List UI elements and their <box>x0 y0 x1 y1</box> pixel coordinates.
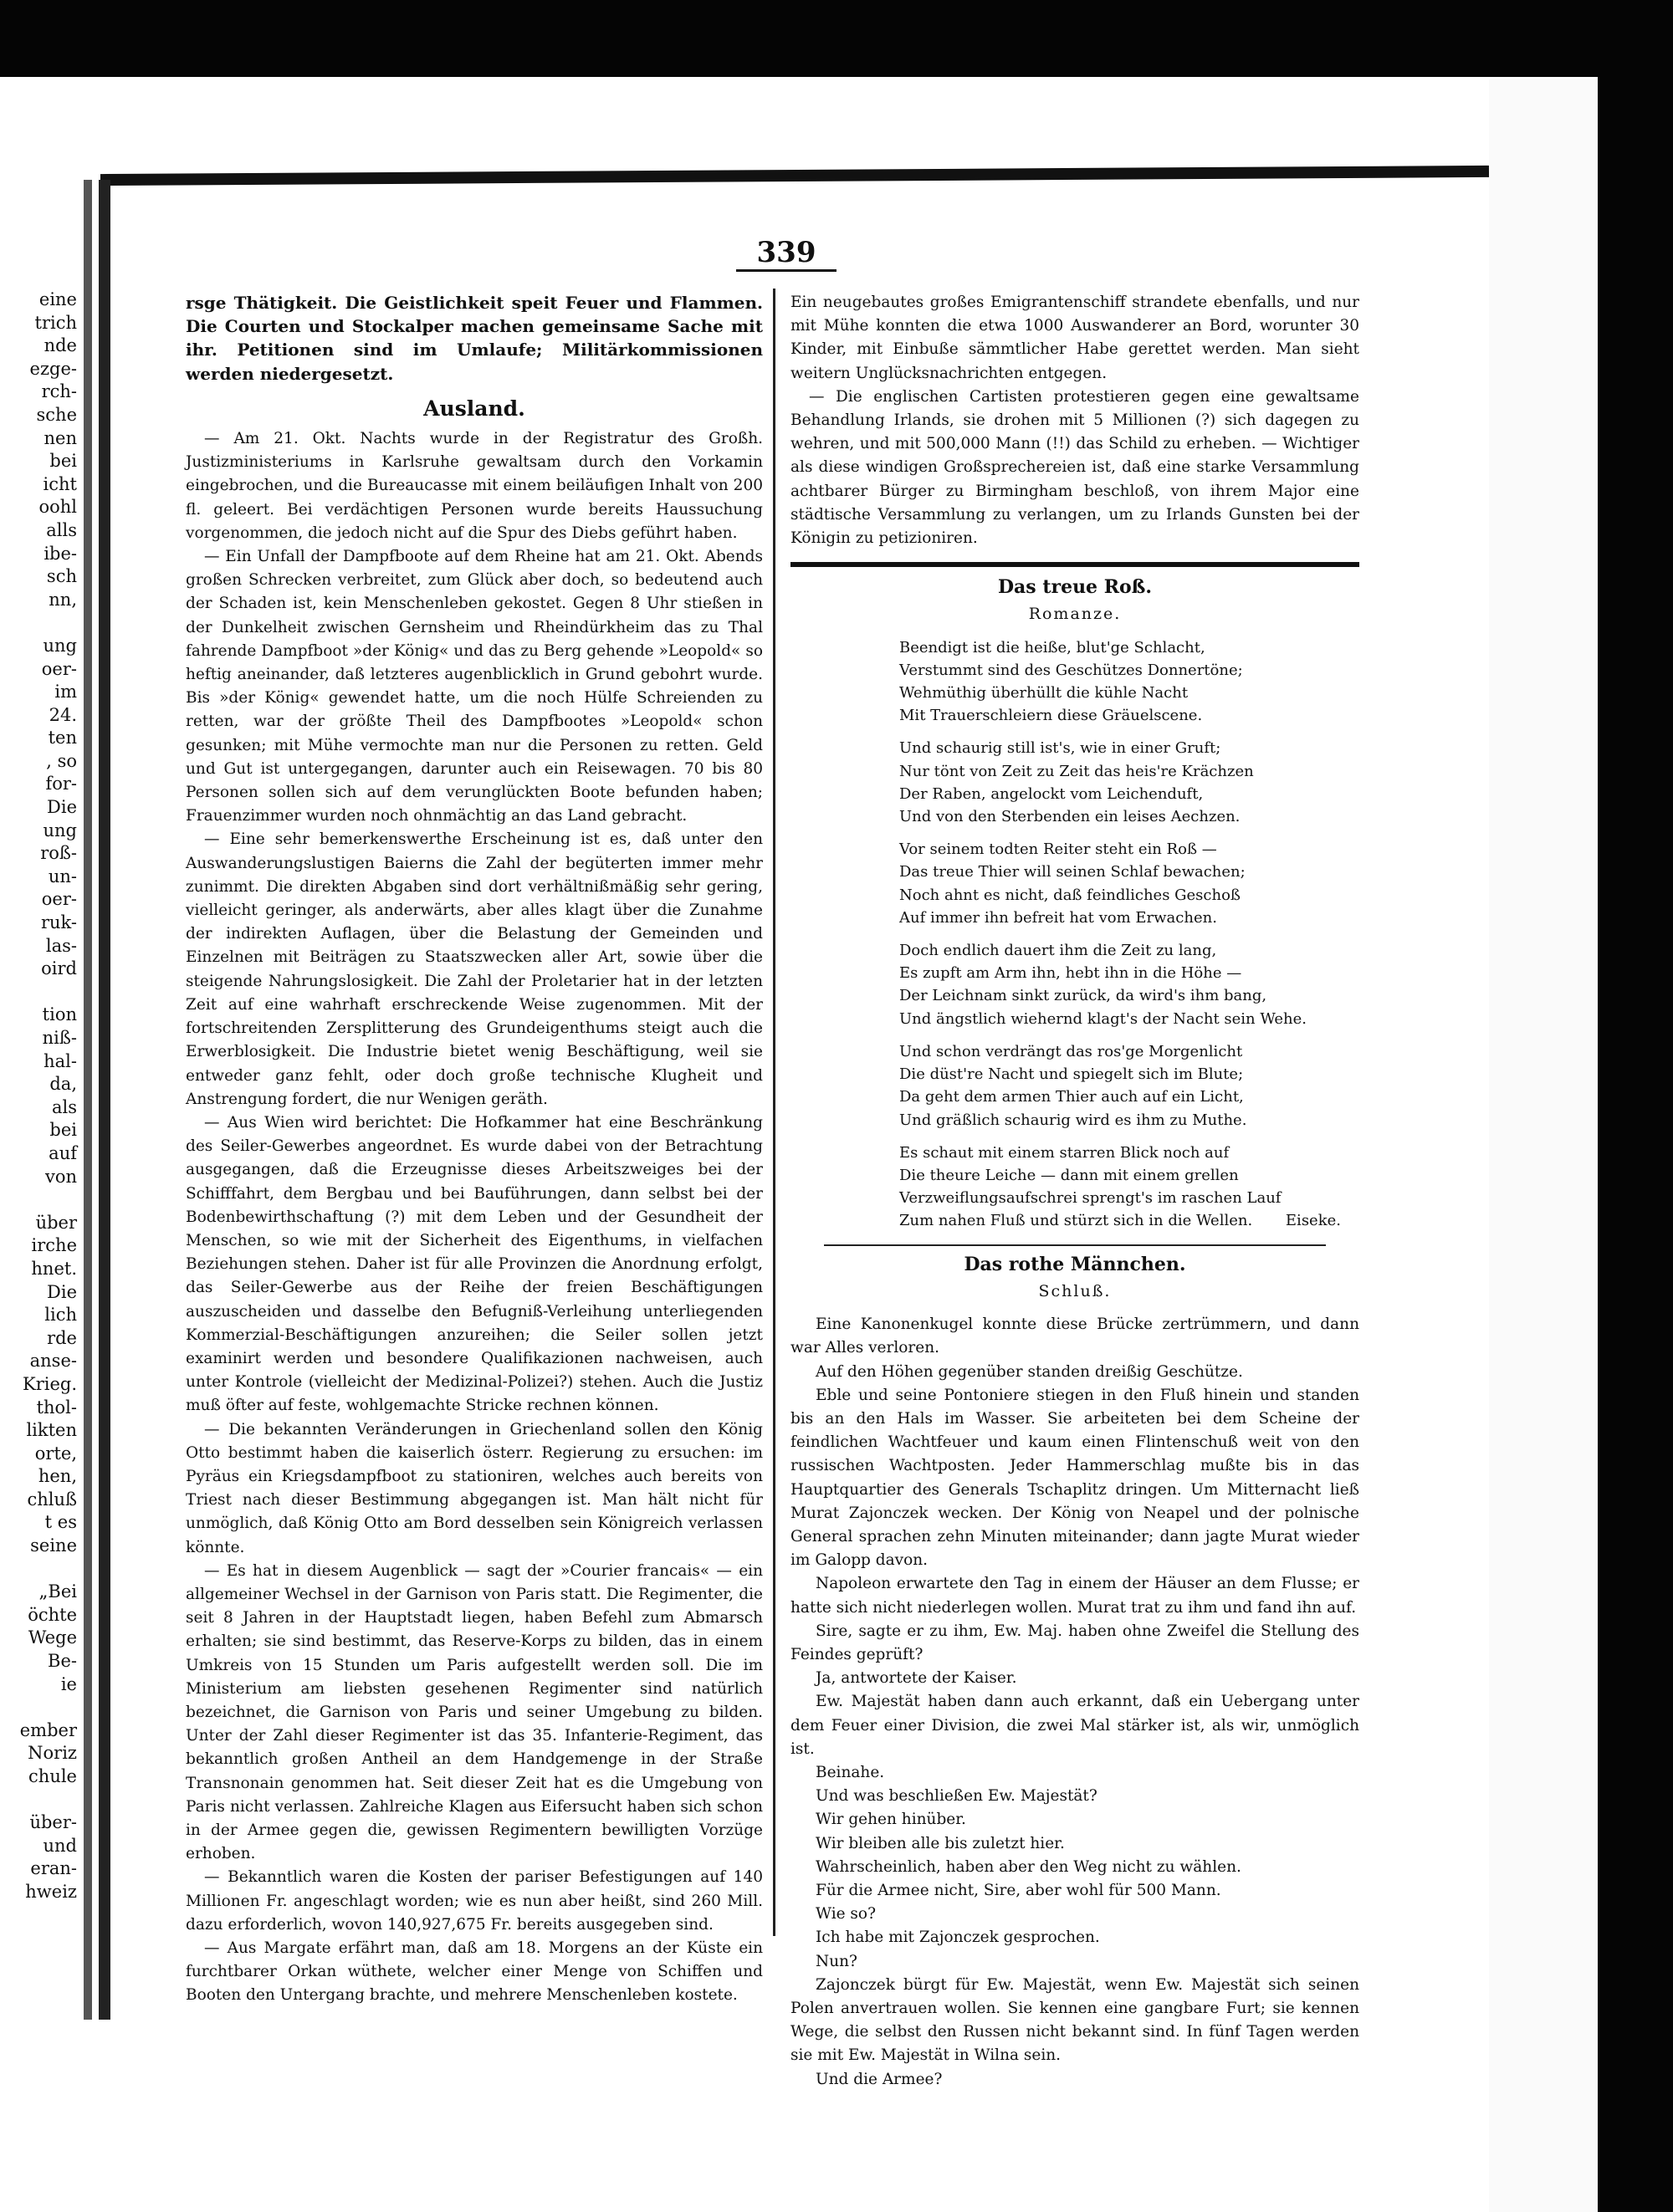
fragment-line: orte, <box>34 1443 77 1464</box>
fragment-line: hen, <box>38 1466 77 1487</box>
fragment-line: und <box>43 1835 77 1856</box>
story-paragraph: Sire, sagte er zu ihm, Ew. Maj. haben ohne Zweifel die Stellung des Feindes geprüft? <box>790 1622 1359 1663</box>
story-paragraph: Eble und seine Pontoniere stiegen in den Fluß hinein und standen bis an den Hals im Wasser. Sie arbeiteten bei dem Scheine der feindlichen Wachtfeuer und kaum einen Flintenschuß weit von den russischen Wachtposten. Jeder Hammerschlag mußte bis in das Hauptquartier des Generals Tschaplitz dringen. Um Mitternacht ließ Murat Zajonczek wecken. Der König von Neapel und der polnische General sprachen zehn Minuten miteinander; dann jagte Murat wieder im Galopp davon. <box>790 1386 1359 1570</box>
section-rule <box>824 1244 1326 1246</box>
poem-line: Doch endlich dauert ihm die Zeit zu lang, <box>899 942 1217 960</box>
fragment-line: oer- <box>41 658 77 679</box>
fragment-line: las- <box>45 935 77 956</box>
fragment-line: thol- <box>36 1397 77 1418</box>
fragment-line: ie <box>60 1673 77 1694</box>
poem-line: Nur tönt von Zeit zu Zeit das heis're Krächzen <box>899 762 1254 780</box>
fragment-line: rde <box>47 1327 77 1348</box>
fragment-line <box>0 981 80 1004</box>
story-paragraph: Für die Armee nicht, Sire, aber wohl für 500 Mann. <box>816 1882 1221 1899</box>
story-paragraph: Ich habe mit Zajonczek gesprochen. <box>816 1928 1100 1947</box>
news-paragraph: — Es hat in diesem Augenblick — sagt der »Courier francais« — ein allgemeiner Wechsel in der Garnison von Paris statt. Die Regimenter, die seit 8 Jahren in der Hauptstadt liegen, haben Befehl zum Abmarsch erhalten; sie sind bestimmt, das Reserve-Korps zu bilden, das in einem Umkreis von 15 Stunden um Paris aufgestellt werden soll. Die im Ministerium am liebsten gesehenen Regimenter sind natürlich bezeichnet, die Garnison von Paris und seiner Umgebung zu bilden. Unter der Zahl dieser Regimenter ist das 35. Infanterie-Regiment, das bekanntlich großen Antheil an dem Handgemenge in der Straße Transnonain genommen hat. Seit dieser Zeit hat es die Umgebung von Paris nicht verlassen. Zahlreiche Klagen aus Eifersucht haben sich schon in der Armee gegen die, gewissen Regimentern bewilligten Vorzüge erhoben. <box>186 1561 763 1863</box>
fragment-line: „Bei <box>38 1581 77 1602</box>
fragment-line: über <box>35 1212 77 1233</box>
story-paragraph: Wahrscheinlich, haben aber den Weg nicht zu wählen. <box>816 1857 1241 1876</box>
fragment-line: roß- <box>40 843 77 864</box>
fragment-line: bei <box>49 451 77 472</box>
poem-line: Zum nahen Fluß und stürzt sich in die Wellen. <box>899 1212 1253 1230</box>
fragment-line: for- <box>45 774 77 794</box>
news-paragraph: — Eine sehr bemerkenswerthe Erscheinung ist es, daß unter den Auswanderungslustigen Baierns die Zahl der begüterten immer mehr zunimmt. Die direkten Abgaben sind dort verhältnißmäßig sehr gering, vielleicht geringer, als anderwärts, aber alles klagt über die Zunahme der indirekten Auflagen, über die Belastung der Gemeinden und Einzelnen mit Beiträgen zu Staatszwecken aller Art, sowie über die steigende Nahrungslosigkeit. Die Zahl der Proletarier hat in der letzten Zeit auf eine wahrhaft erschreckende Weise zugenommen. Mit der fortschreitenden Zersplitterung des Grundeigenthums steigt auch die Erwerblosigkeit. Die Industrie bietet wenig Beschäftigung, weil sie entweder ganz fehlt, oder doch große technische Klugheit und Anstrengung fordert, die nur Wenigen geräth. <box>186 830 763 1108</box>
story-paragraph: Nun? <box>816 1952 857 1970</box>
page-number: 339 <box>736 236 836 272</box>
news-paragraph: — Die bekannten Veränderungen in Griechenland sollen den König Otto bestimmt haben die kaiserlich österr. Regierung zu ersuchen: im Pyräus ein Kriegsdampfboot zu stationiren, welches auch bereits von Triest nach dieser Bestimmung abgegangen ist. Man hält nicht für unmöglich, daß König Otto am Bord desselben sein Königreich verlassen könnte. <box>186 1420 763 1556</box>
fragment-line: , so <box>46 750 77 771</box>
fragment-line: Wege <box>28 1627 77 1648</box>
fragment-line: ibe- <box>43 543 77 564</box>
fragment-line: seine <box>30 1535 77 1556</box>
poem-line: Es schaut mit einem starren Blick noch auf <box>899 1143 1230 1162</box>
fragment-line: 24. <box>49 704 77 725</box>
story-text <box>790 1313 1359 2092</box>
poem-line: Der Raben, angelockt vom Leichenduft, <box>899 784 1204 803</box>
poem-line: Beendigt ist die heiße, blut'ge Schlacht, <box>899 638 1205 656</box>
fragment-line: hweiz <box>25 1881 77 1902</box>
fragment-line: rch- <box>41 381 77 402</box>
fragment-line <box>0 1188 80 1212</box>
fragment-line: ember <box>19 1719 77 1740</box>
fragment-line: alls <box>46 519 77 540</box>
fragment-line: ten <box>48 728 77 748</box>
binding-gutter <box>99 180 110 2020</box>
poem-line: Die theure Leiche — dann mit einem grellen <box>899 1166 1239 1184</box>
fragment-line: nn, <box>49 589 77 610</box>
story-paragraph: Auf den Höhen gegenüber standen dreißig Geschütze. <box>816 1362 1243 1381</box>
story-paragraph: Wir bleiben alle bis zuletzt hier. <box>816 1834 1065 1852</box>
story-paragraph: Beinahe. <box>816 1763 885 1781</box>
story-paragraph: Ja, antwortete der Kaiser. <box>816 1669 1017 1688</box>
poem-stanza <box>899 1040 1359 1132</box>
fragment-line: oird <box>41 958 77 979</box>
fragment-line: likten <box>26 1420 77 1441</box>
poem-subtitle: Romanze. <box>1028 605 1122 624</box>
story-paragraph: Zajonczek bürgt für Ew. Majestät, wenn Ew. Majestät sich seinen Polen anvertrauen wollen. Sie kennen eine gangbare Furt; sie kennen Wege, die selbst den Russen nicht bekannt sind. In fünf Tagen werden sie mit Ew. Majestät in Wilna sein. <box>790 1975 1359 2065</box>
story-paragraph: Wir gehen hinüber. <box>816 1811 966 1829</box>
poem-line: Noch ahnt es nicht, daß feindliches Geschoß <box>899 886 1241 904</box>
poem-stanza <box>899 636 1359 728</box>
fragment-line: bei <box>49 1120 77 1141</box>
poem-line: Das treue Thier will seinen Schlaf bewachen; <box>899 863 1246 881</box>
poem-line: Mit Trauerschleiern diese Gräuelscene. <box>899 707 1203 725</box>
fragment-line <box>0 1558 80 1581</box>
fragment-line: nde <box>43 335 77 356</box>
scan-margin-right <box>1489 79 1598 2212</box>
fragment-line: t es <box>44 1512 77 1533</box>
poem-stanza <box>899 737 1359 828</box>
binding-shadow <box>84 180 92 2020</box>
poem-line: Und schon verdrängt das ros'ge Morgenlicht <box>899 1042 1243 1060</box>
fragment-line: im <box>54 682 77 702</box>
fragment-line: eran- <box>30 1858 77 1879</box>
section-title-ausland: Ausland. <box>423 396 525 421</box>
fragment-line: ung <box>43 635 77 656</box>
fragment-line: irche <box>31 1235 77 1256</box>
story-title: Das rothe Männchen. <box>964 1253 1186 1275</box>
fragment-line: anse- <box>29 1351 77 1372</box>
right-column <box>790 291 1359 2092</box>
poem-line: Es zupft am Arm ihn, hebt ihn in die Höhe — <box>899 964 1242 983</box>
poem-stanza <box>899 838 1359 929</box>
poem-line: Vor seinem todten Reiter steht ein Roß — <box>899 840 1217 859</box>
news-paragraph: Ein neugebautes großes Emigrantenschiff strandete ebenfalls, und nur mit Mühe konnten die etwa 1000 Auswanderer an Bord, worunter 30 Kinder, mit Einbuße sämmtlicher Habe gerettet werden. Man sieht weitern Unglücksnachrichten entgegen. <box>790 294 1359 382</box>
column-divider <box>773 289 775 1936</box>
fragment-line <box>0 611 80 635</box>
poem-line: Und von den Sterbenden ein leises Aechzen. <box>899 808 1241 826</box>
fragment-line: nen <box>43 427 77 448</box>
story-paragraph: Wie so? <box>816 1905 876 1923</box>
fragment-line: über- <box>29 1812 77 1833</box>
poem-line: Und schaurig still ist's, wie in einer Gruft; <box>899 739 1221 758</box>
fragment-line: hal- <box>43 1050 77 1071</box>
fragment-line: auf <box>49 1142 77 1163</box>
story-paragraph: Und was beschließen Ew. Majestät? <box>816 1787 1097 1806</box>
fragment-line: trich <box>34 312 77 333</box>
fragment-line: als <box>51 1096 77 1117</box>
fragment-line: oer- <box>41 889 77 910</box>
fragment-line: chule <box>28 1766 77 1786</box>
news-paragraph: — Ein Unfall der Dampfboote auf dem Rheine hat am 21. Okt. Abends großen Schrecken verbreitet, zum Glück aber doch, so bedeutend auch der Schaden ist, kein Menschenleben gekostet. Gegen 8 Uhr stießen in der Dunkelheit zwischen Gernsheim und Rheindürkheim das zu Thal fahrende Dampfboot »der König« und das zu Berg gehende »Leopold« so heftig aneinander, daß letzteres augenblicklich in Grund gebohrt wurde. Bis »der König« gewendet hatte, um die noch Hülfe Schreienden zu retten, war der größte Theil des Dampfbootes »Leopold« schon gesunken; mit Mühe vermochte man nur die Personen zu retten. Geld und Gut ist untergegangen, darunter auch ein Reisewagen. 70 bis 80 Personen sollen sich auf dem verunglückten Boote befunden haben; Frauenzimmer wurden noch ohnmächtig an das Land gebracht. <box>186 548 763 825</box>
fragment-line: oohl <box>38 497 77 518</box>
fragment-line: da, <box>49 1074 77 1095</box>
fragment-line: eine <box>38 289 77 309</box>
news-paragraph: — Aus Wien wird berichtet: Die Hofkammer hat eine Beschränkung des Seiler-Gewerbes angeordnet. Es wurde dabei von der Betrachtung ausgegangen, daß die Erzeugnisse dieses Arbeitszweiges bei der Schifffahrt, dem Bergbau und bei Bauführungen, dann selbst bei der Bodenbewirthschaftung (?) mit dem Leben und der Gesundheit der Menschen, so wie mit der Sicherheit des Eigenthums, in vielfachen Beziehungen stehen. Daher ist für alle Provinzen die Anordnung erfolgt, das Seiler-Gewerbe aus der Reihe der freien Beschäftigungen auszuscheiden und dasselbe den Befugniß-Verleihung unterliegenden Kommerzial-Beschäftigungen anzureihen; die Seiler sollen jetzt examinirt werden und besondere Qualifikazionen nachweisen, auch unter Kontrole (vielleicht der Medizinal-Polizei?) stehen. Auch die Justiz muß öfter auf feste, wohlgemachte Stricke rechnen können. <box>186 1113 763 1415</box>
fragment-line: Die <box>47 797 77 818</box>
fragment-line: öchte <box>28 1604 77 1625</box>
fragment-line: chluß <box>27 1489 77 1510</box>
poem-line: Und ängstlich wiehernd klagt's der Nacht sein Wehe. <box>899 1009 1307 1028</box>
news-paragraph: — Die englischen Cartisten protestieren gegen eine gewaltsame Behandlung Irlands, sie drohen mit 5 Millionen (?) sich dagegen zu wehren, und mit 500,000 Mann (!!) das Schild zu erheben. — Wichtiger als diese windigen Großsprechereien ist, daß eine starke Versammlung achtbarer Bürger zu Birmingham beschloß, von ihrem Major eine städtische Versammlung zu verlangen, um zu Irlands Gunsten bei der Königin zu petizioniren. <box>790 387 1359 548</box>
poem-line: Der Leichnam sinkt zurück, da wird's ihm bang, <box>899 987 1267 1005</box>
fragment-line: Krieg. <box>23 1373 77 1394</box>
poem-title: Das treue Roß. <box>997 576 1153 599</box>
left-column <box>186 291 763 2008</box>
story-subtitle: Schluß. <box>1038 1281 1112 1300</box>
scan-edge-right <box>1598 0 1673 2212</box>
poem-line: Die düst're Nacht und spiegelt sich im Blute; <box>899 1065 1244 1084</box>
section-rule <box>790 562 1359 567</box>
poem-line: Verzweiflungsaufschrei sprengt's im raschen Lauf <box>899 1189 1282 1208</box>
fragment-line: niß- <box>42 1028 77 1048</box>
page-header-rule <box>100 166 1489 186</box>
story-paragraph: Eine Kanonenkugel konnte diese Brücke zertrümmern, und dann war Alles verloren. <box>790 1315 1359 1357</box>
poem-stanza <box>899 939 1359 1030</box>
fragment-line: Die <box>47 1281 77 1302</box>
fragment-line: Be- <box>48 1651 77 1672</box>
poem-author: Eiseke. <box>1285 1211 1341 1229</box>
poem-line: Da geht dem armen Thier auch auf ein Licht, <box>899 1088 1244 1106</box>
news-paragraph: — Bekanntlich waren die Kosten der pariser Befestigungen auf 140 Millionen Fr. angeschlagt worden; wie es nun aber heißt, sind 260 Mill. dazu erforderlich, wovon 140,927,675 Fr. bereits ausgegeben sind. <box>186 1868 763 1934</box>
story-paragraph: Ew. Majestät haben dann auch erkannt, daß ein Uebergang unter dem Feuer einer Division, die zwei Mal stärker ist, als wir, unmöglich ist. <box>790 1693 1359 1758</box>
poem-line: Wehmüthig überhüllt die kühle Nacht <box>899 684 1189 702</box>
poem-line: Auf immer ihn befreit hat vom Erwachen. <box>899 908 1217 927</box>
fragment-line: sch <box>46 566 77 587</box>
fragment-line <box>0 1696 80 1719</box>
fragment-line: lich <box>44 1305 77 1326</box>
poem-line: Und gräßlich schaurig wird es ihm zu Muthe. <box>899 1111 1247 1129</box>
fragment-line: ung <box>43 820 77 840</box>
story-paragraph: Und die Armee? <box>816 2070 943 2088</box>
fragment-line: ruk- <box>40 912 77 933</box>
poem-line: Verstummt sind des Geschützes Donnertöne; <box>899 661 1243 679</box>
news-paragraph: — Aus Margate erfährt man, daß am 18. Morgens an der Küste ein furchtbarer Orkan wüthete, welcher einer Menge von Schiffen und Booten den Untergang brachte, und mehrere Menschenleben kostete. <box>186 1939 763 2005</box>
previous-page-fragments <box>0 289 80 1904</box>
fragment-line: sche <box>36 404 77 425</box>
lead-paragraph: rsge Thätigkeit. Die Geistlichkeit speit Feuer und Flammen. Die Courten und Stockalper machen gemeinsame Sache mit ihr. Petitionen sind im Umlaufe; Militärkommissionen werden niedergesetzt. <box>186 293 763 384</box>
fragment-line: un- <box>48 866 77 886</box>
fragment-line <box>0 1789 80 1812</box>
news-paragraph: — Am 21. Okt. Nachts wurde in der Registratur des Großh. Justizministeriums in Karlsruhe gewaltsam durch den Vorkamin eingebrochen, und die Bureaucasse mit einem beiläufigen Inhalt von 200 fl. geleert. Bei verdächtigen Personen wurde bereits Haussuchung vorgenommen, die jedoch nicht auf die Spur des Diebs geführt haben. <box>186 430 763 542</box>
fragment-line: von <box>44 1166 77 1187</box>
fragment-line: Noriz <box>28 1743 77 1764</box>
fragment-line: hnet. <box>31 1258 77 1279</box>
fragment-line: tion <box>42 1004 77 1025</box>
fragment-line: icht <box>43 473 77 494</box>
scan-edge-top <box>0 0 1673 77</box>
story-paragraph: Napoleon erwartete den Tag in einem der Häuser an dem Flusse; er hatte sich nicht niederlegen wollen. Murat trat zu ihm und fand ihn auf. <box>790 1575 1359 1617</box>
poem <box>899 636 1359 1233</box>
fragment-line: ezge- <box>29 358 77 379</box>
